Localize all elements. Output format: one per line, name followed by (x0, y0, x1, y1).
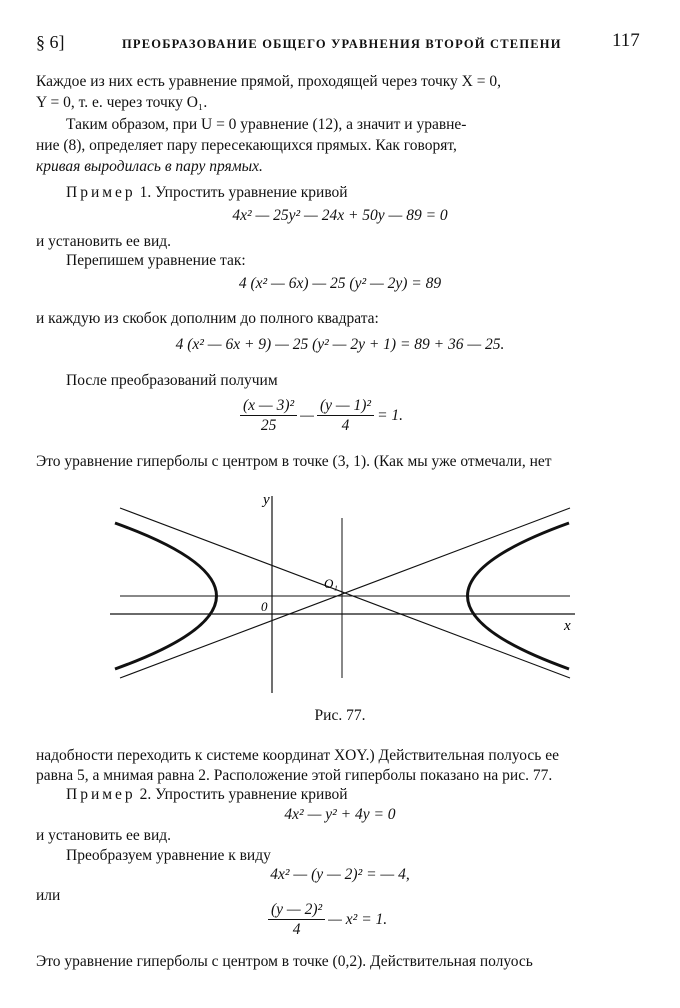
fraction (317, 396, 374, 435)
text-line: надобности переходить к системе координат XOY.) Действительная полуось ее (36, 747, 559, 764)
text-line: После преобразований получим (66, 372, 278, 389)
text-line: Перепишем уравнение так: (66, 252, 246, 269)
equation: 4 (x² — 6x) — 25 (y² — 2y) = 89 (238, 275, 442, 292)
text-line: и установить ее вид. (36, 233, 172, 250)
figure-caption: Рис. 77. (314, 707, 366, 724)
page-number: 117 (612, 30, 640, 51)
equation: 4x² — y² + 4y = 0 (284, 806, 396, 823)
text-line: или (36, 887, 61, 904)
equation: 4x² — 25y² — 24x + 50y — 89 = 0 (232, 207, 448, 224)
equation: 4x² — (y — 2)² = — 4, (270, 866, 410, 883)
fraction-denominator: 4 (341, 417, 350, 434)
equation-fraction (240, 396, 403, 435)
center-o1-label: O₁ (324, 576, 338, 591)
text-line: Преобразуем уравнение к виду (66, 847, 271, 864)
running-title: ПРЕОБРАЗОВАНИЕ ОБЩЕГО УРАВНЕНИЯ ВТОРОЙ СТЕПЕНИ (122, 37, 562, 51)
y-axis-label: y (263, 492, 270, 508)
text-line: и установить ее вид. (36, 827, 172, 844)
text-line: Каждое из них есть уравнение прямой, проходящей через точку X = 0, (36, 73, 501, 90)
text-line: Таким образом, при U = 0 уравнение (12), а значит и уравне- (66, 116, 467, 133)
fraction-numerator: (x — 3)² (240, 396, 297, 416)
example-heading (66, 183, 348, 203)
origin-label: 0 (261, 599, 268, 614)
fraction-numerator: (y — 2)² (268, 900, 325, 920)
text-line: равна 5, а мнимая равна 2. Расположение этой гиперболы показано на рис. 77. (36, 767, 553, 784)
text-line: Y = 0, т. е. через точку O₁. (36, 94, 208, 111)
fraction-denominator: 4 (292, 921, 301, 938)
example-label: Пример (66, 786, 136, 803)
equation-rhs: = 1. (377, 406, 404, 424)
text-line: ние (8), определяет пару пересекающихся прямых. Как говорят, (36, 137, 457, 154)
text-line-emphasis: кривая выродилась в пару прямых. (36, 158, 263, 175)
x-axis-label: x (564, 618, 571, 634)
equation: 4 (x² — 6x + 9) — 25 (y² — 2y + 1) = 89 + 36 — 25. (175, 336, 505, 353)
text-line: Это уравнение гиперболы с центром в точке (0,2). Действительная полуось (36, 953, 533, 970)
example-task: 1. Упростить уравнение кривой (135, 184, 348, 201)
fraction-denominator: 25 (260, 417, 277, 434)
example-label: Пример (66, 184, 136, 201)
example-task: 2. Упростить уравнение кривой (135, 786, 348, 803)
section-number: § 6] (36, 32, 65, 52)
equation-rhs: — x² = 1. (328, 910, 388, 928)
text-line: и каждую из скобок дополним до полного квадрата: (36, 310, 379, 327)
operator: — (300, 406, 314, 424)
fraction-numerator: (y — 1)² (317, 396, 374, 416)
fraction (240, 396, 297, 435)
equation-fraction (268, 900, 387, 939)
fraction (268, 900, 325, 939)
example-heading (66, 785, 348, 805)
hyperbola-figure (100, 488, 580, 698)
text-line: Это уравнение гиперболы с центром в точке (3, 1). (Как мы уже отмечали, нет (36, 453, 552, 470)
